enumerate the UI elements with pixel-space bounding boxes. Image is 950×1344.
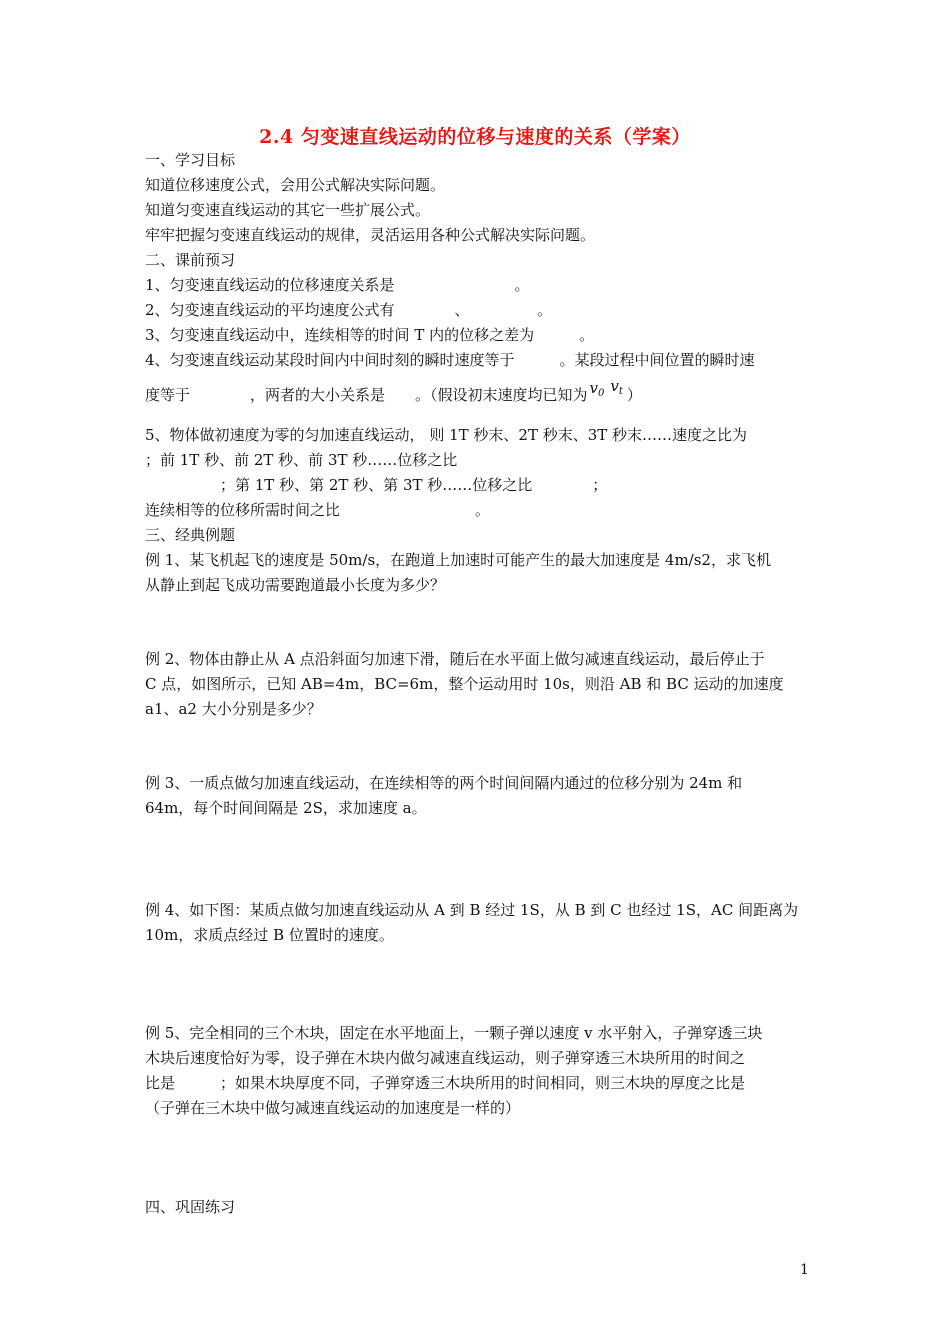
preview-question-5-line4: 连续相等的位移所需时间之比 。: [145, 501, 491, 519]
objective-item: 知道位移速度公式，会用公式解决实际问题。: [145, 176, 446, 194]
preview-question-3: 3、匀变速直线运动中，连续相等的时间 T 内的位移之差为 。: [145, 326, 595, 344]
preview-question-5-line1: 5、物体做初速度为零的匀加速直线运动， 则 1T 秒末、2T 秒末、3T 秒末……速度之比为: [145, 426, 748, 444]
example-2-line2: C 点，如图所示，已知 AB=4m，BC=6m，整个运动用时 10s，则沿 AB 和 BC 运动的加速度: [145, 675, 784, 693]
example-5-line2: 木块后速度恰好为零，设子弹在木块内做匀减速直线运动，则子弹穿透三木块所用的时间之: [145, 1049, 746, 1067]
example-5-line1: 例 5、完全相同的三个木块，固定在水平地面上，一颗子弹以速度 v 水平射入，子弹穿透三块: [145, 1024, 763, 1042]
section-heading-practice: 四、巩固练习: [145, 1198, 236, 1216]
preview-question-5-line3: ；第 1T 秒、第 2T 秒、第 3T 秒……位移之比 ；: [145, 476, 608, 494]
example-5-line4: （子弹在三木块中做匀减速直线运动的加速度是一样的）: [145, 1099, 521, 1117]
example-5-line3: 比是 ；如果木块厚度不同，子弹穿透三木块所用的时间相同，则三木块的厚度之比是: [145, 1074, 746, 1092]
section-heading-examples: 三、经典例题: [145, 526, 236, 544]
preview-question-5-line2: ；前 1T 秒、前 2T 秒、前 3T 秒……位移之比: [145, 451, 458, 469]
objective-item: 牢牢把握匀变速直线运动的规律，灵活运用各种公式解决实际问题。: [145, 226, 596, 244]
page-title: 2.4 匀变速直线运动的位移与速度的关系（学案）: [259, 126, 691, 148]
section-heading-preview: 二、课前预习: [145, 251, 236, 269]
preview-question-4-line1: 4、匀变速直线运动某段时间内中间时刻的瞬时速度等于 。某段过程中间位置的瞬时速: [145, 351, 755, 369]
objective-item: 知道匀变速直线运动的其它一些扩展公式。: [145, 201, 431, 219]
example-3-line2: 64m，每个时间间隔是 2S，求加速度 a。: [145, 799, 427, 817]
preview-question-4-end: ）: [626, 386, 642, 404]
example-1-line2: 从静止到起飞成功需要跑道最小长度为多少？: [145, 576, 446, 594]
page-number: 1: [800, 1262, 809, 1278]
example-2-line3: a1、a2 大小分别是多少？: [145, 700, 322, 718]
example-4-line2: 10m，求质点经过 B 位置时的速度。: [145, 926, 394, 944]
preview-question-4-line2: [145, 377, 810, 413]
preview-question-1: 1、匀变速直线运动的位移速度关系是 。: [145, 276, 530, 294]
initial-velocity-symbol: $v_0$: [589, 379, 605, 399]
preview-question-4-text: 度等于 ，两者的大小关系是 。（假设初末速度均已知为: [145, 386, 588, 404]
example-4-line1: 例 4、如下图：某质点做匀加速直线运动从 A 到 B 经过 1S，从 B 到 C 也经过 1S，AC 间距离为: [145, 901, 799, 919]
section-heading-objectives: 一、学习目标: [145, 151, 236, 169]
example-1-line1: 例 1、某飞机起飞的速度是 50m/s，在跑道上加速时可能产生的最大加速度是 4m/s2，求飞机: [145, 551, 771, 569]
final-velocity-symbol: $v_t$: [610, 377, 623, 397]
example-3-line1: 例 3、一质点做匀加速直线运动，在连续相等的两个时间间隔内通过的位移分别为 24m 和: [145, 774, 743, 792]
example-2-line1: 例 2、物体由静止从 A 点沿斜面匀加速下滑，随后在水平面上做匀减速直线运动，最后停止于: [145, 650, 765, 668]
preview-question-2: 2、匀变速直线运动的平均速度公式有 、 。: [145, 301, 553, 319]
